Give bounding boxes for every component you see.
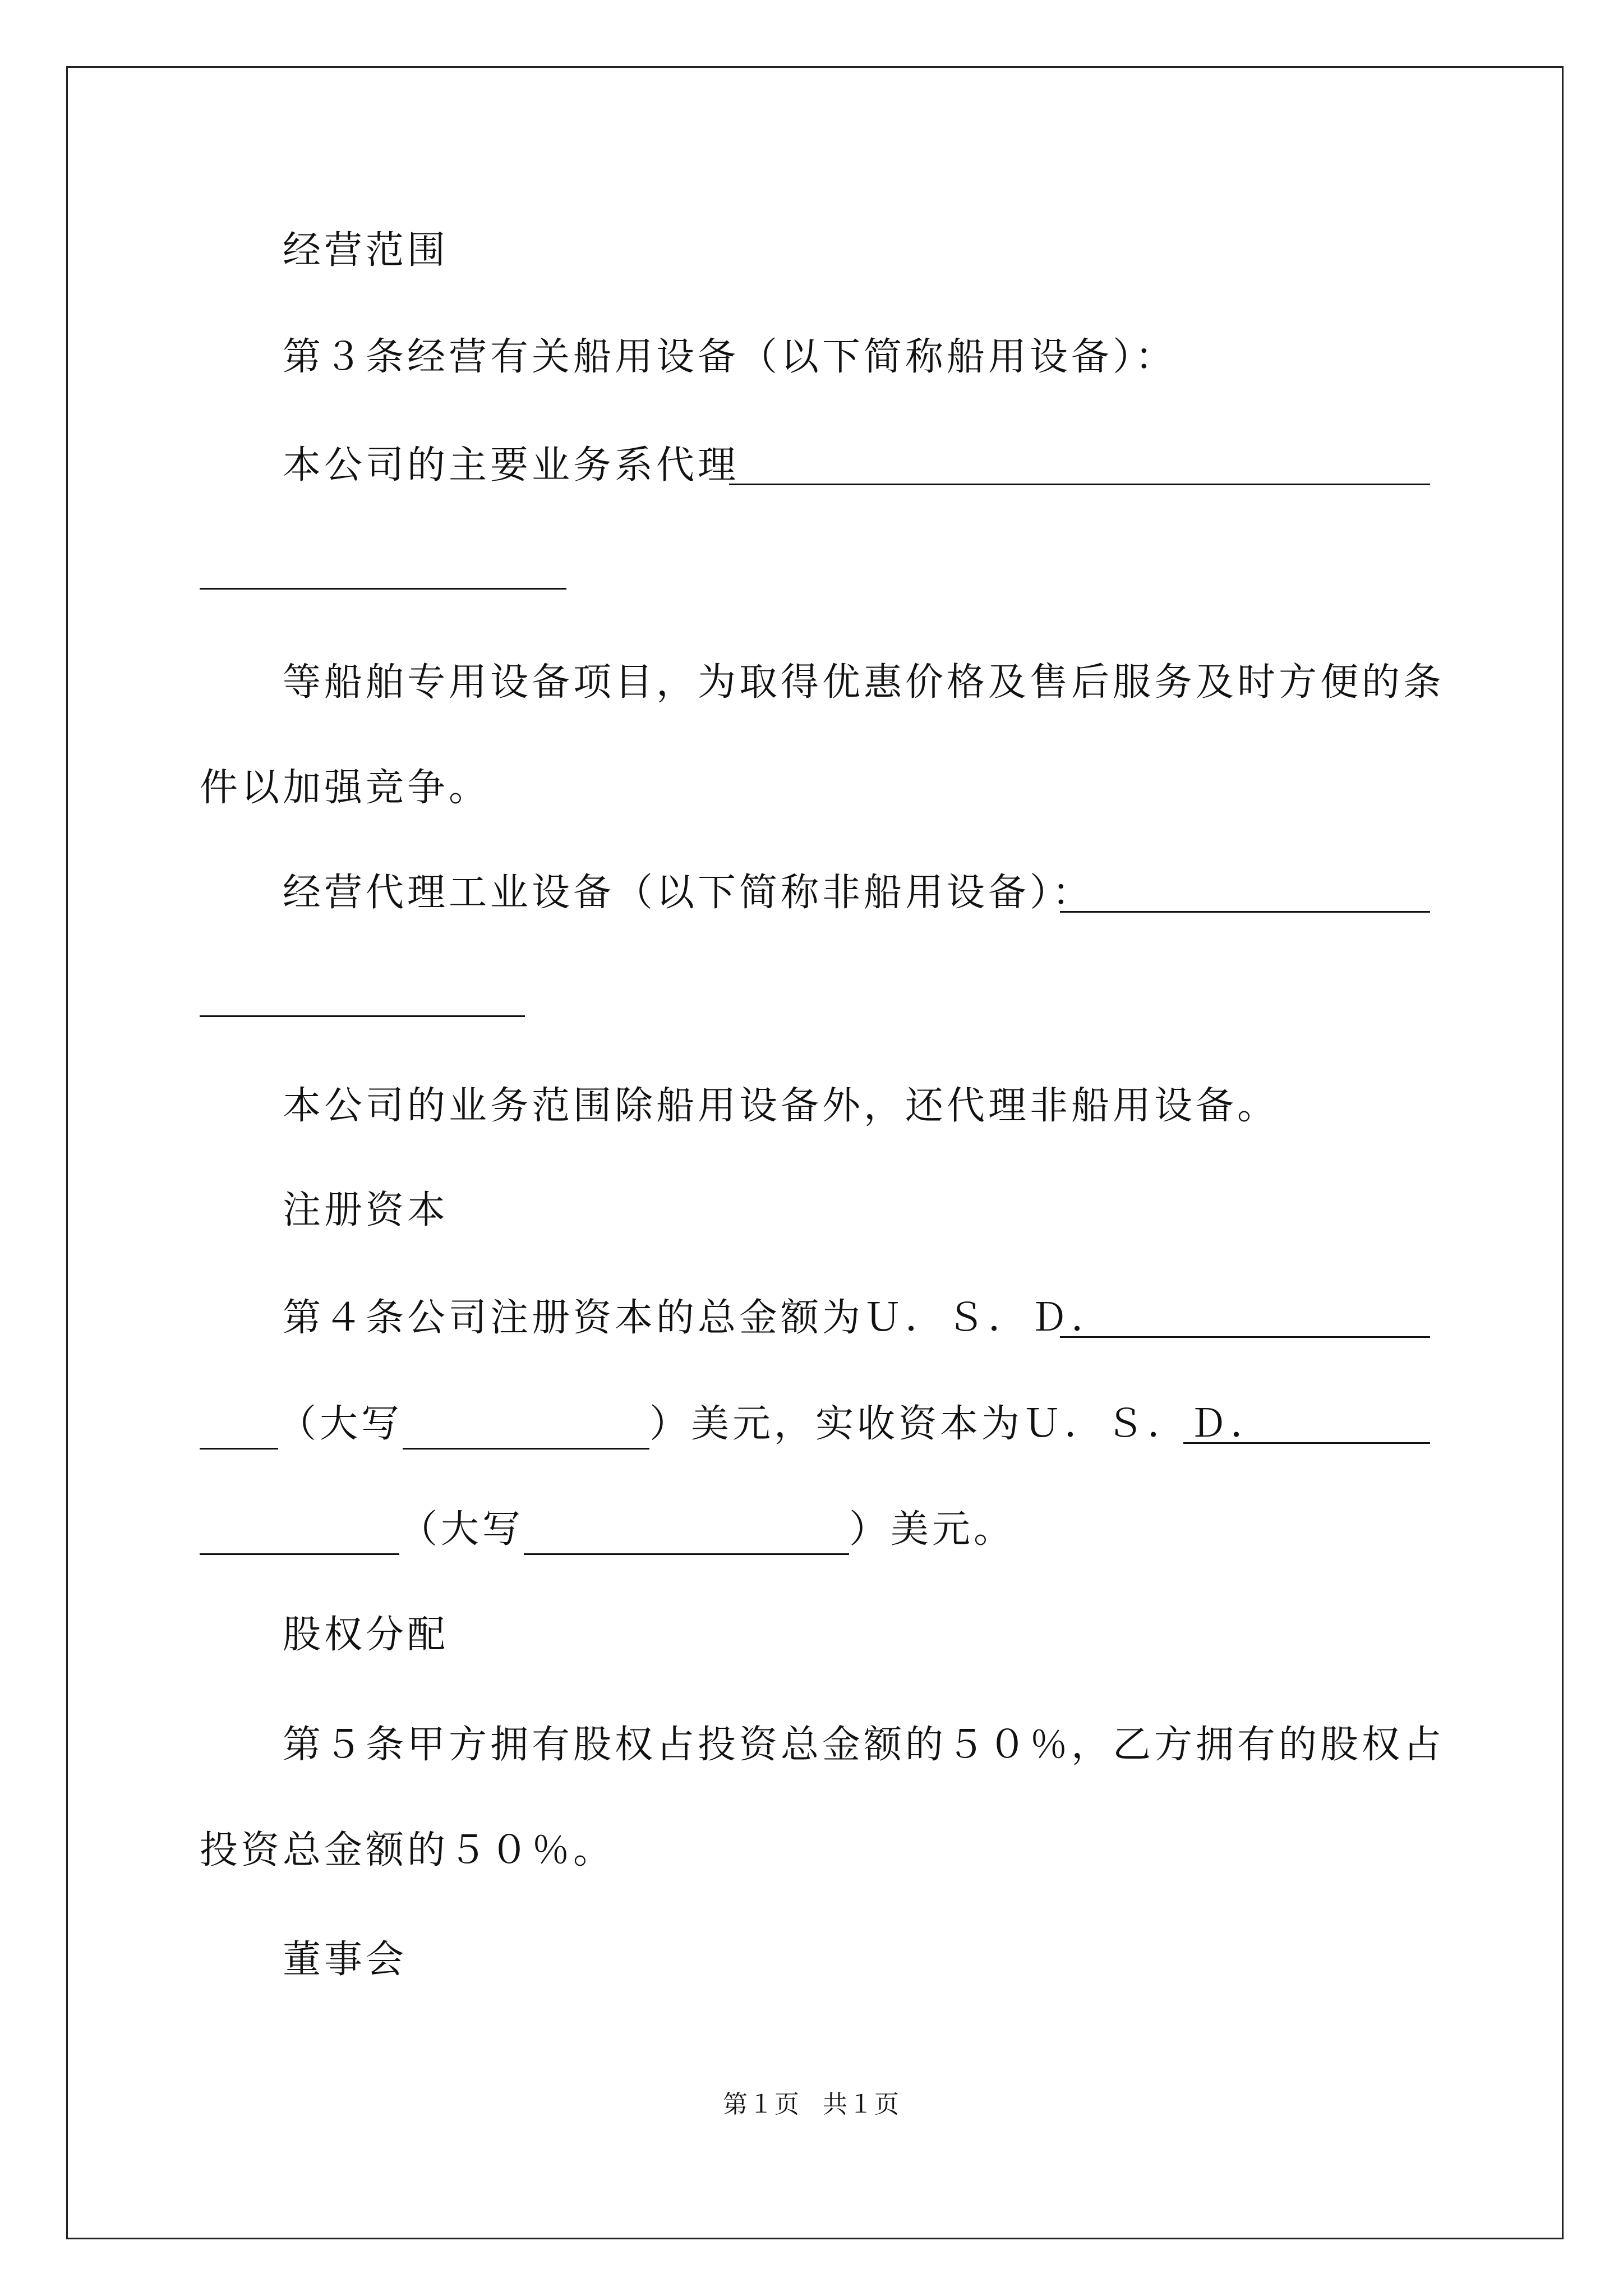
page-number-total: 共１页 <box>823 2090 900 2119</box>
capital-heading: 注册资本 <box>283 1188 449 1232</box>
fill-blank-underline <box>200 588 566 590</box>
page-footer <box>0 2089 1623 2120</box>
article-3-line-2: 本公司的主要业务系代理 <box>283 443 740 487</box>
page-border <box>66 66 1564 2239</box>
fill-blank-underline <box>524 1512 849 1555</box>
article-5-line-1: 第５条甲方拥有股权占投资总金额的５０％，乙方拥有的股权占 <box>283 1723 1445 1767</box>
article-4-line-3-part-1: （大写 <box>399 1507 524 1552</box>
fill-blank-underline <box>1060 1336 1430 1338</box>
fill-blank-underline <box>1183 1442 1430 1444</box>
article-4-line-1: 第４条公司注册资本的总金额为Ｕ．Ｓ．Ｄ． <box>283 1296 1113 1340</box>
article-3-line-1: 第３条经营有关船用设备（以下简称船用设备）： <box>283 335 1177 379</box>
board-heading: 董事会 <box>283 1938 408 1982</box>
fill-blank-underline <box>200 1015 525 1017</box>
page-number-current: 第１页 <box>723 2090 800 2119</box>
fill-blank-underline <box>200 1406 278 1450</box>
fill-blank-underline <box>729 484 1430 485</box>
article-4-line-3 <box>200 1504 1015 1555</box>
article-3-line-3a: 等船舶专用设备项目，为取得优惠价格及售后服务及时方便的条 <box>283 660 1445 705</box>
fill-blank-underline <box>403 1406 649 1450</box>
article-4-line-2-part-2: ）美元，实收资本为Ｕ．Ｓ．Ｄ． <box>649 1402 1272 1446</box>
scope-heading: 经营范围 <box>283 228 449 273</box>
fill-blank-underline <box>1060 911 1430 913</box>
article-4-line-2-part-1: （大写 <box>278 1402 403 1446</box>
article-3-line-4: 经营代理工业设备（以下简称非船用设备）： <box>283 871 1094 915</box>
article-4-line-3-part-2: ）美元。 <box>849 1507 1016 1552</box>
fill-blank-underline <box>200 1512 399 1555</box>
equity-heading: 股权分配 <box>283 1613 449 1657</box>
article-3-line-5: 本公司的业务范围除船用设备外，还代理非船用设备。 <box>283 1084 1279 1128</box>
article-3-line-3b: 件以加强竞争。 <box>200 766 491 810</box>
article-5-line-2: 投资总金额的５０％。 <box>200 1828 615 1872</box>
article-4-line-2 <box>200 1399 1272 1450</box>
